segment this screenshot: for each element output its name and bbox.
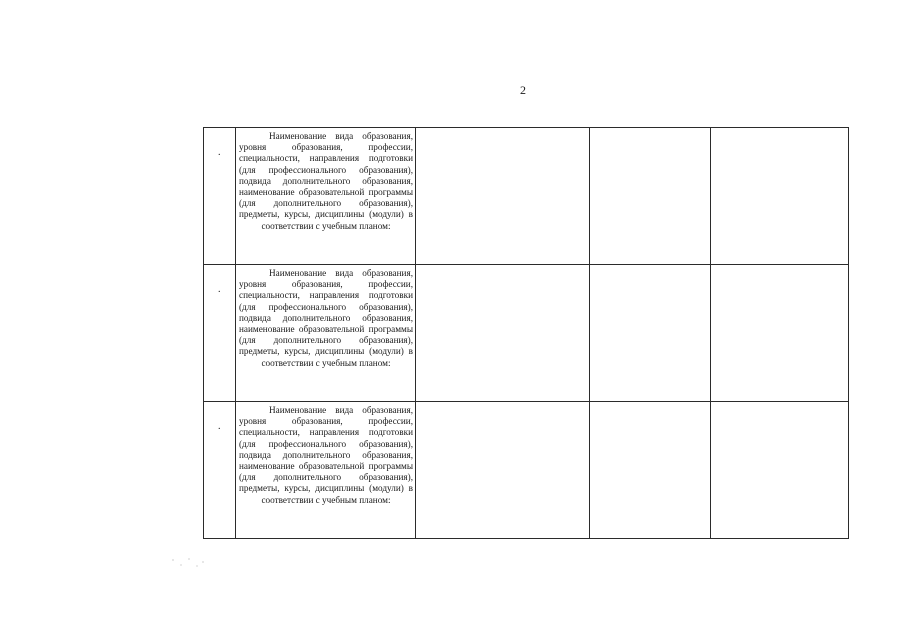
program-name-text: Наименование вида образования, уровня образования, профессии, специальности, направления подготовки (для профессионального образования), подвида дополнительного образования, наименование образовательной программы (для дополнительного образования), предметы, курсы, дисциплины (модули) в соответствии с учебным планом:: [239, 405, 413, 505]
empty-cell-c: [711, 265, 849, 402]
empty-cell-c: [711, 128, 849, 265]
row-marker: .: [218, 284, 221, 295]
program-name-cell: [236, 128, 416, 265]
row-number-cell: [204, 128, 236, 265]
empty-cell-b: [590, 265, 711, 402]
program-name-text: Наименование вида образования, уровня образования, профессии, специальности, направления подготовки (для профессионального образования), подвида дополнительного образования, наименование образовательной программы (для дополнительного образования), предметы, курсы, дисциплины (модули) в соответствии с учебным планом:: [239, 268, 413, 368]
form-table: [203, 127, 849, 539]
program-name-cell: [236, 265, 416, 402]
row-marker: .: [218, 421, 221, 432]
empty-cell-c: [711, 402, 849, 539]
program-name-cell: [236, 402, 416, 539]
empty-cell-b: [590, 128, 711, 265]
scan-artifact: [170, 556, 206, 570]
program-name-text: Наименование вида образования, уровня образования, профессии, специальности, направления подготовки (для профессионального образования), подвида дополнительного образования, наименование образовательной программы (для дополнительного образования), предметы, курсы, дисциплины (модули) в соответствии с учебным планом:: [239, 131, 413, 231]
table-row: [204, 402, 849, 539]
table-row: [204, 128, 849, 265]
row-number-cell: [204, 265, 236, 402]
table-row: [204, 265, 849, 402]
empty-cell-a: [416, 265, 590, 402]
empty-cell-a: [416, 128, 590, 265]
empty-cell-a: [416, 402, 590, 539]
empty-cell-b: [590, 402, 711, 539]
row-marker: .: [218, 147, 221, 158]
row-number-cell: [204, 402, 236, 539]
page-number: 2: [520, 83, 526, 97]
